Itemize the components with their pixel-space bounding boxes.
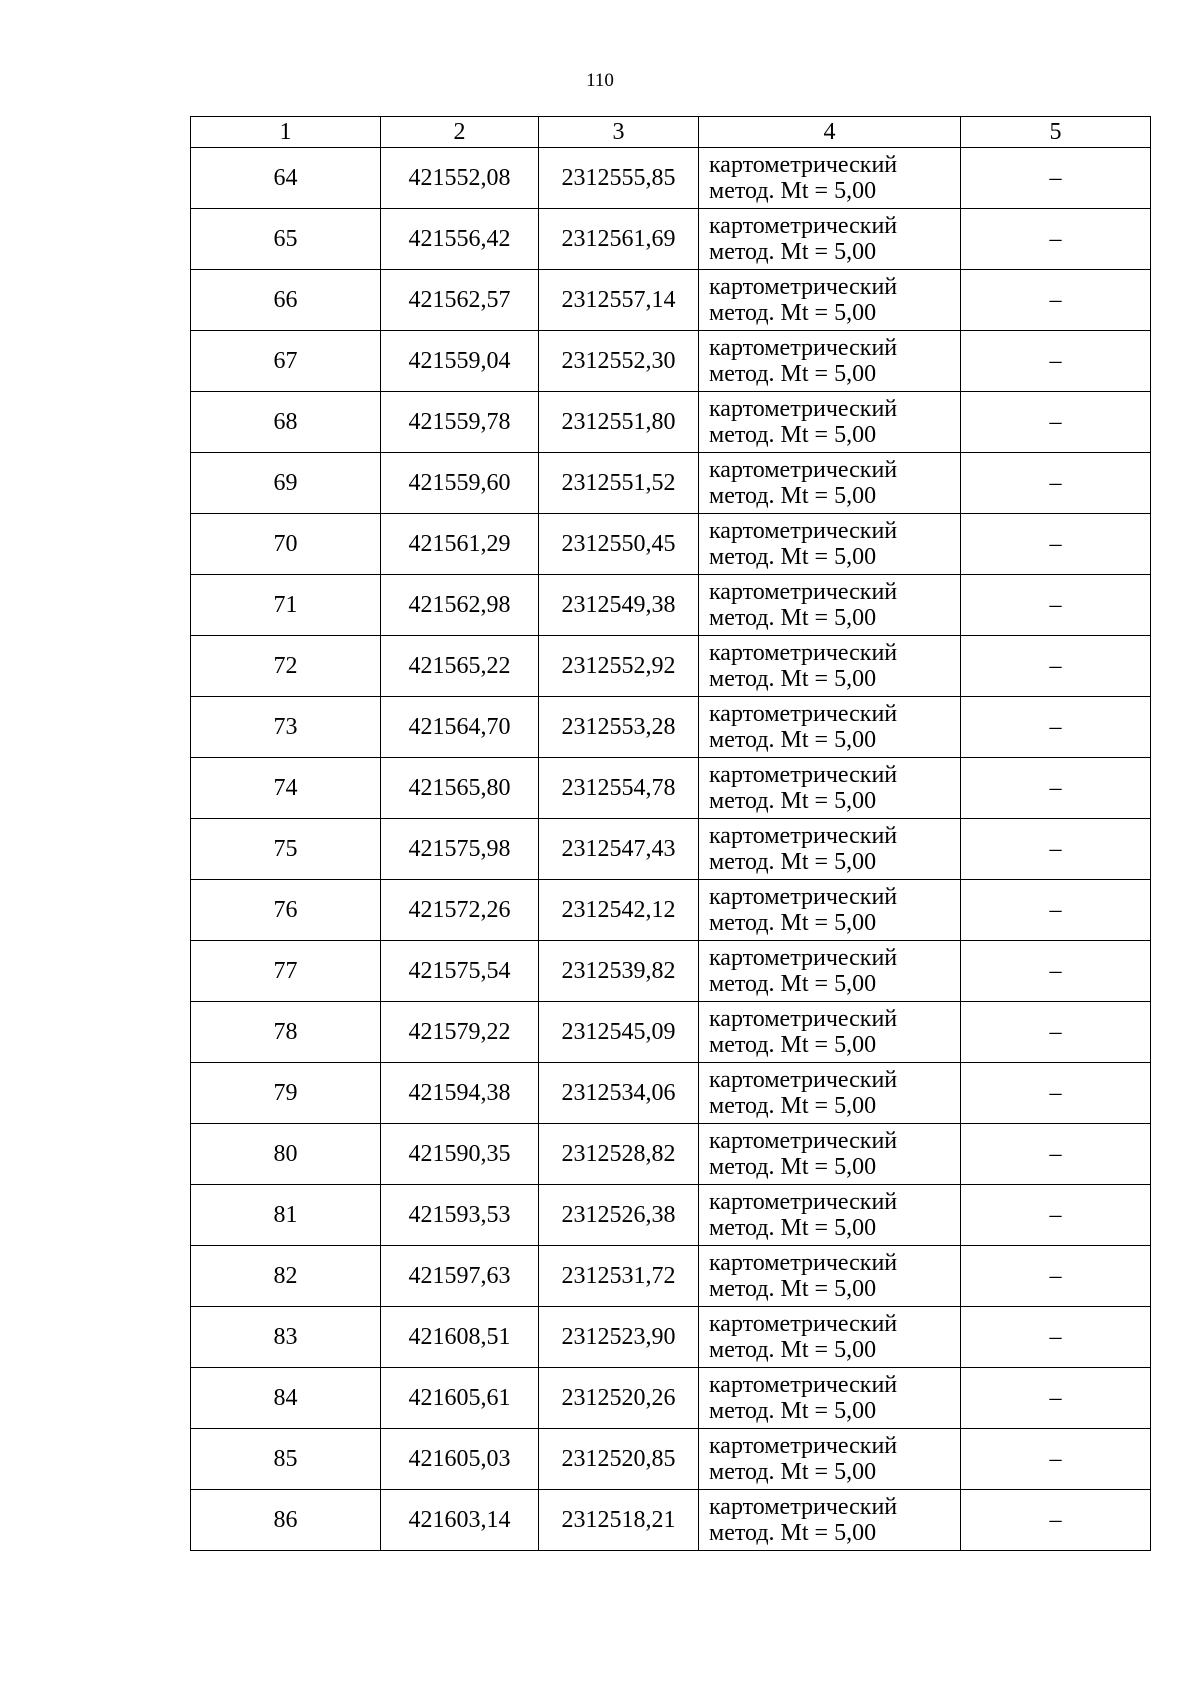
- method-line-2: метод. Mt = 5,00: [709, 361, 877, 387]
- column-5-cell: –: [961, 1246, 1151, 1307]
- point-number-cell: 74: [191, 758, 381, 819]
- table-row: [191, 1063, 1151, 1124]
- y-coordinate-cell: 2312518,21: [539, 1490, 699, 1551]
- table-row: [191, 880, 1151, 941]
- x-coordinate-cell: 421608,51: [381, 1307, 539, 1368]
- method-cell: [699, 1185, 961, 1246]
- table-row: [191, 453, 1151, 514]
- header-col-1: 1: [191, 117, 381, 148]
- table-row: [191, 1002, 1151, 1063]
- column-5-cell: –: [961, 514, 1151, 575]
- y-coordinate-cell: 2312549,38: [539, 575, 699, 636]
- column-5-cell: –: [961, 941, 1151, 1002]
- point-number-cell: 84: [191, 1368, 381, 1429]
- column-5-cell: –: [961, 697, 1151, 758]
- column-5-cell: –: [961, 1063, 1151, 1124]
- method-line-2: метод. Mt = 5,00: [709, 1154, 877, 1180]
- y-coordinate-cell: 2312552,92: [539, 636, 699, 697]
- column-5-cell: –: [961, 331, 1151, 392]
- x-coordinate-cell: 421556,42: [381, 209, 539, 270]
- point-number-cell: 80: [191, 1124, 381, 1185]
- table-row: [191, 1307, 1151, 1368]
- method-cell: [699, 1063, 961, 1124]
- x-coordinate-cell: 421565,80: [381, 758, 539, 819]
- method-line-2: метод. Mt = 5,00: [709, 605, 877, 631]
- x-coordinate-cell: 421559,60: [381, 453, 539, 514]
- point-number-cell: 78: [191, 1002, 381, 1063]
- point-number-cell: 82: [191, 1246, 381, 1307]
- method-cell: [699, 392, 961, 453]
- x-coordinate-cell: 421593,53: [381, 1185, 539, 1246]
- column-5-cell: –: [961, 880, 1151, 941]
- x-coordinate-cell: 421552,08: [381, 148, 539, 209]
- method-cell: [699, 575, 961, 636]
- page-number: 110: [586, 70, 614, 91]
- method-line-2: метод. Mt = 5,00: [709, 666, 877, 692]
- y-coordinate-cell: 2312547,43: [539, 819, 699, 880]
- method-cell: [699, 941, 961, 1002]
- method-line-1: картометрический: [709, 1494, 898, 1520]
- point-number-cell: 75: [191, 819, 381, 880]
- method-cell: [699, 636, 961, 697]
- point-number-cell: 76: [191, 880, 381, 941]
- method-line-2: метод. Mt = 5,00: [709, 971, 877, 997]
- table-row: [191, 270, 1151, 331]
- column-5-cell: –: [961, 1124, 1151, 1185]
- table-row: [191, 1490, 1151, 1551]
- header-col-4: 4: [699, 117, 961, 148]
- method-line-2: метод. Mt = 5,00: [709, 910, 877, 936]
- method-cell: [699, 209, 961, 270]
- method-cell: [699, 1368, 961, 1429]
- y-coordinate-cell: 2312550,45: [539, 514, 699, 575]
- y-coordinate-cell: 2312561,69: [539, 209, 699, 270]
- method-line-1: картометрический: [709, 457, 898, 483]
- y-coordinate-cell: 2312551,52: [539, 453, 699, 514]
- method-cell: [699, 758, 961, 819]
- method-line-2: метод. Mt = 5,00: [709, 1032, 877, 1058]
- table-row: [191, 1124, 1151, 1185]
- table-row: [191, 636, 1151, 697]
- point-number-cell: 70: [191, 514, 381, 575]
- method-line-1: картометрический: [709, 1433, 898, 1459]
- method-line-2: метод. Mt = 5,00: [709, 544, 877, 570]
- y-coordinate-cell: 2312542,12: [539, 880, 699, 941]
- method-line-1: картометрический: [709, 274, 898, 300]
- table-row: [191, 941, 1151, 1002]
- column-5-cell: –: [961, 1368, 1151, 1429]
- method-cell: [699, 819, 961, 880]
- method-cell: [699, 697, 961, 758]
- column-5-cell: –: [961, 1185, 1151, 1246]
- point-number-cell: 65: [191, 209, 381, 270]
- method-line-2: метод. Mt = 5,00: [709, 422, 877, 448]
- x-coordinate-cell: 421562,57: [381, 270, 539, 331]
- y-coordinate-cell: 2312526,38: [539, 1185, 699, 1246]
- point-number-cell: 86: [191, 1490, 381, 1551]
- method-line-2: метод. Mt = 5,00: [709, 300, 877, 326]
- point-number-cell: 83: [191, 1307, 381, 1368]
- header-col-5: 5: [961, 117, 1151, 148]
- y-coordinate-cell: 2312551,80: [539, 392, 699, 453]
- point-number-cell: 79: [191, 1063, 381, 1124]
- column-5-cell: –: [961, 1429, 1151, 1490]
- table-row: [191, 819, 1151, 880]
- x-coordinate-cell: 421594,38: [381, 1063, 539, 1124]
- column-5-cell: –: [961, 1002, 1151, 1063]
- method-cell: [699, 453, 961, 514]
- column-5-cell: –: [961, 758, 1151, 819]
- point-number-cell: 72: [191, 636, 381, 697]
- column-5-cell: –: [961, 209, 1151, 270]
- method-cell: [699, 1124, 961, 1185]
- header-col-2: 2: [381, 117, 539, 148]
- y-coordinate-cell: 2312534,06: [539, 1063, 699, 1124]
- method-cell: [699, 1429, 961, 1490]
- column-5-cell: –: [961, 453, 1151, 514]
- column-5-cell: –: [961, 636, 1151, 697]
- coordinates-table: [190, 116, 1151, 1551]
- y-coordinate-cell: 2312554,78: [539, 758, 699, 819]
- y-coordinate-cell: 2312557,14: [539, 270, 699, 331]
- table-row: [191, 1429, 1151, 1490]
- table-row: [191, 1185, 1151, 1246]
- method-line-2: метод. Mt = 5,00: [709, 727, 877, 753]
- x-coordinate-cell: 421603,14: [381, 1490, 539, 1551]
- method-line-2: метод. Mt = 5,00: [709, 1398, 877, 1424]
- x-coordinate-cell: 421590,35: [381, 1124, 539, 1185]
- y-coordinate-cell: 2312520,26: [539, 1368, 699, 1429]
- method-cell: [699, 331, 961, 392]
- x-coordinate-cell: 421575,54: [381, 941, 539, 1002]
- x-coordinate-cell: 421575,98: [381, 819, 539, 880]
- method-cell: [699, 270, 961, 331]
- method-line-2: метод. Mt = 5,00: [709, 1520, 877, 1546]
- method-line-1: картометрический: [709, 335, 898, 361]
- x-coordinate-cell: 421565,22: [381, 636, 539, 697]
- x-coordinate-cell: 421559,78: [381, 392, 539, 453]
- method-line-1: картометрический: [709, 640, 898, 666]
- point-number-cell: 69: [191, 453, 381, 514]
- x-coordinate-cell: 421561,29: [381, 514, 539, 575]
- point-number-cell: 77: [191, 941, 381, 1002]
- point-number-cell: 67: [191, 331, 381, 392]
- table-row: [191, 331, 1151, 392]
- y-coordinate-cell: 2312539,82: [539, 941, 699, 1002]
- method-line-2: метод. Mt = 5,00: [709, 1093, 877, 1119]
- point-number-cell: 81: [191, 1185, 381, 1246]
- method-line-1: картометрический: [709, 1311, 898, 1337]
- header-col-3: 3: [539, 117, 699, 148]
- method-line-1: картометрический: [709, 1128, 898, 1154]
- point-number-cell: 68: [191, 392, 381, 453]
- table-row: [191, 392, 1151, 453]
- y-coordinate-cell: 2312523,90: [539, 1307, 699, 1368]
- method-line-1: картометрический: [709, 884, 898, 910]
- method-line-2: метод. Mt = 5,00: [709, 1215, 877, 1241]
- method-line-2: метод. Mt = 5,00: [709, 849, 877, 875]
- column-5-cell: –: [961, 270, 1151, 331]
- method-line-1: картометрический: [709, 945, 898, 971]
- method-line-1: картометрический: [709, 396, 898, 422]
- method-line-1: картометрический: [709, 1250, 898, 1276]
- table-row: [191, 697, 1151, 758]
- y-coordinate-cell: 2312531,72: [539, 1246, 699, 1307]
- method-cell: [699, 1246, 961, 1307]
- x-coordinate-cell: 421605,03: [381, 1429, 539, 1490]
- method-line-2: метод. Mt = 5,00: [709, 1276, 877, 1302]
- method-line-2: метод. Mt = 5,00: [709, 788, 877, 814]
- column-5-cell: –: [961, 1490, 1151, 1551]
- column-5-cell: –: [961, 819, 1151, 880]
- point-number-cell: 64: [191, 148, 381, 209]
- method-cell: [699, 514, 961, 575]
- method-cell: [699, 1490, 961, 1551]
- method-line-1: картометрический: [709, 579, 898, 605]
- x-coordinate-cell: 421559,04: [381, 331, 539, 392]
- point-number-cell: 66: [191, 270, 381, 331]
- x-coordinate-cell: 421579,22: [381, 1002, 539, 1063]
- y-coordinate-cell: 2312528,82: [539, 1124, 699, 1185]
- y-coordinate-cell: 2312555,85: [539, 148, 699, 209]
- table-row: [191, 758, 1151, 819]
- table-row: [191, 1368, 1151, 1429]
- method-line-1: картометрический: [709, 1006, 898, 1032]
- method-line-1: картометрический: [709, 701, 898, 727]
- method-cell: [699, 148, 961, 209]
- y-coordinate-cell: 2312553,28: [539, 697, 699, 758]
- x-coordinate-cell: 421572,26: [381, 880, 539, 941]
- y-coordinate-cell: 2312545,09: [539, 1002, 699, 1063]
- method-line-1: картометрический: [709, 1189, 898, 1215]
- method-cell: [699, 880, 961, 941]
- y-coordinate-cell: 2312520,85: [539, 1429, 699, 1490]
- column-5-cell: –: [961, 1307, 1151, 1368]
- method-line-1: картометрический: [709, 1067, 898, 1093]
- method-line-1: картометрический: [709, 213, 898, 239]
- method-line-2: метод. Mt = 5,00: [709, 483, 877, 509]
- method-line-1: картометрический: [709, 823, 898, 849]
- method-line-2: метод. Mt = 5,00: [709, 1459, 877, 1485]
- column-5-cell: –: [961, 148, 1151, 209]
- x-coordinate-cell: 421605,61: [381, 1368, 539, 1429]
- x-coordinate-cell: 421597,63: [381, 1246, 539, 1307]
- column-5-cell: –: [961, 392, 1151, 453]
- method-line-2: метод. Mt = 5,00: [709, 1337, 877, 1363]
- x-coordinate-cell: 421564,70: [381, 697, 539, 758]
- header-row: [191, 117, 1151, 148]
- method-line-1: картометрический: [709, 1372, 898, 1398]
- x-coordinate-cell: 421562,98: [381, 575, 539, 636]
- method-cell: [699, 1002, 961, 1063]
- table-row: [191, 148, 1151, 209]
- table-row: [191, 209, 1151, 270]
- table-body: [191, 148, 1151, 1551]
- method-line-2: метод. Mt = 5,00: [709, 239, 877, 265]
- method-line-1: картометрический: [709, 518, 898, 544]
- method-cell: [699, 1307, 961, 1368]
- column-5-cell: –: [961, 575, 1151, 636]
- table-row: [191, 1246, 1151, 1307]
- point-number-cell: 73: [191, 697, 381, 758]
- method-line-1: картометрический: [709, 762, 898, 788]
- method-line-1: картометрический: [709, 152, 898, 178]
- point-number-cell: 71: [191, 575, 381, 636]
- y-coordinate-cell: 2312552,30: [539, 331, 699, 392]
- table-row: [191, 575, 1151, 636]
- table-row: [191, 514, 1151, 575]
- point-number-cell: 85: [191, 1429, 381, 1490]
- method-line-2: метод. Mt = 5,00: [709, 178, 877, 204]
